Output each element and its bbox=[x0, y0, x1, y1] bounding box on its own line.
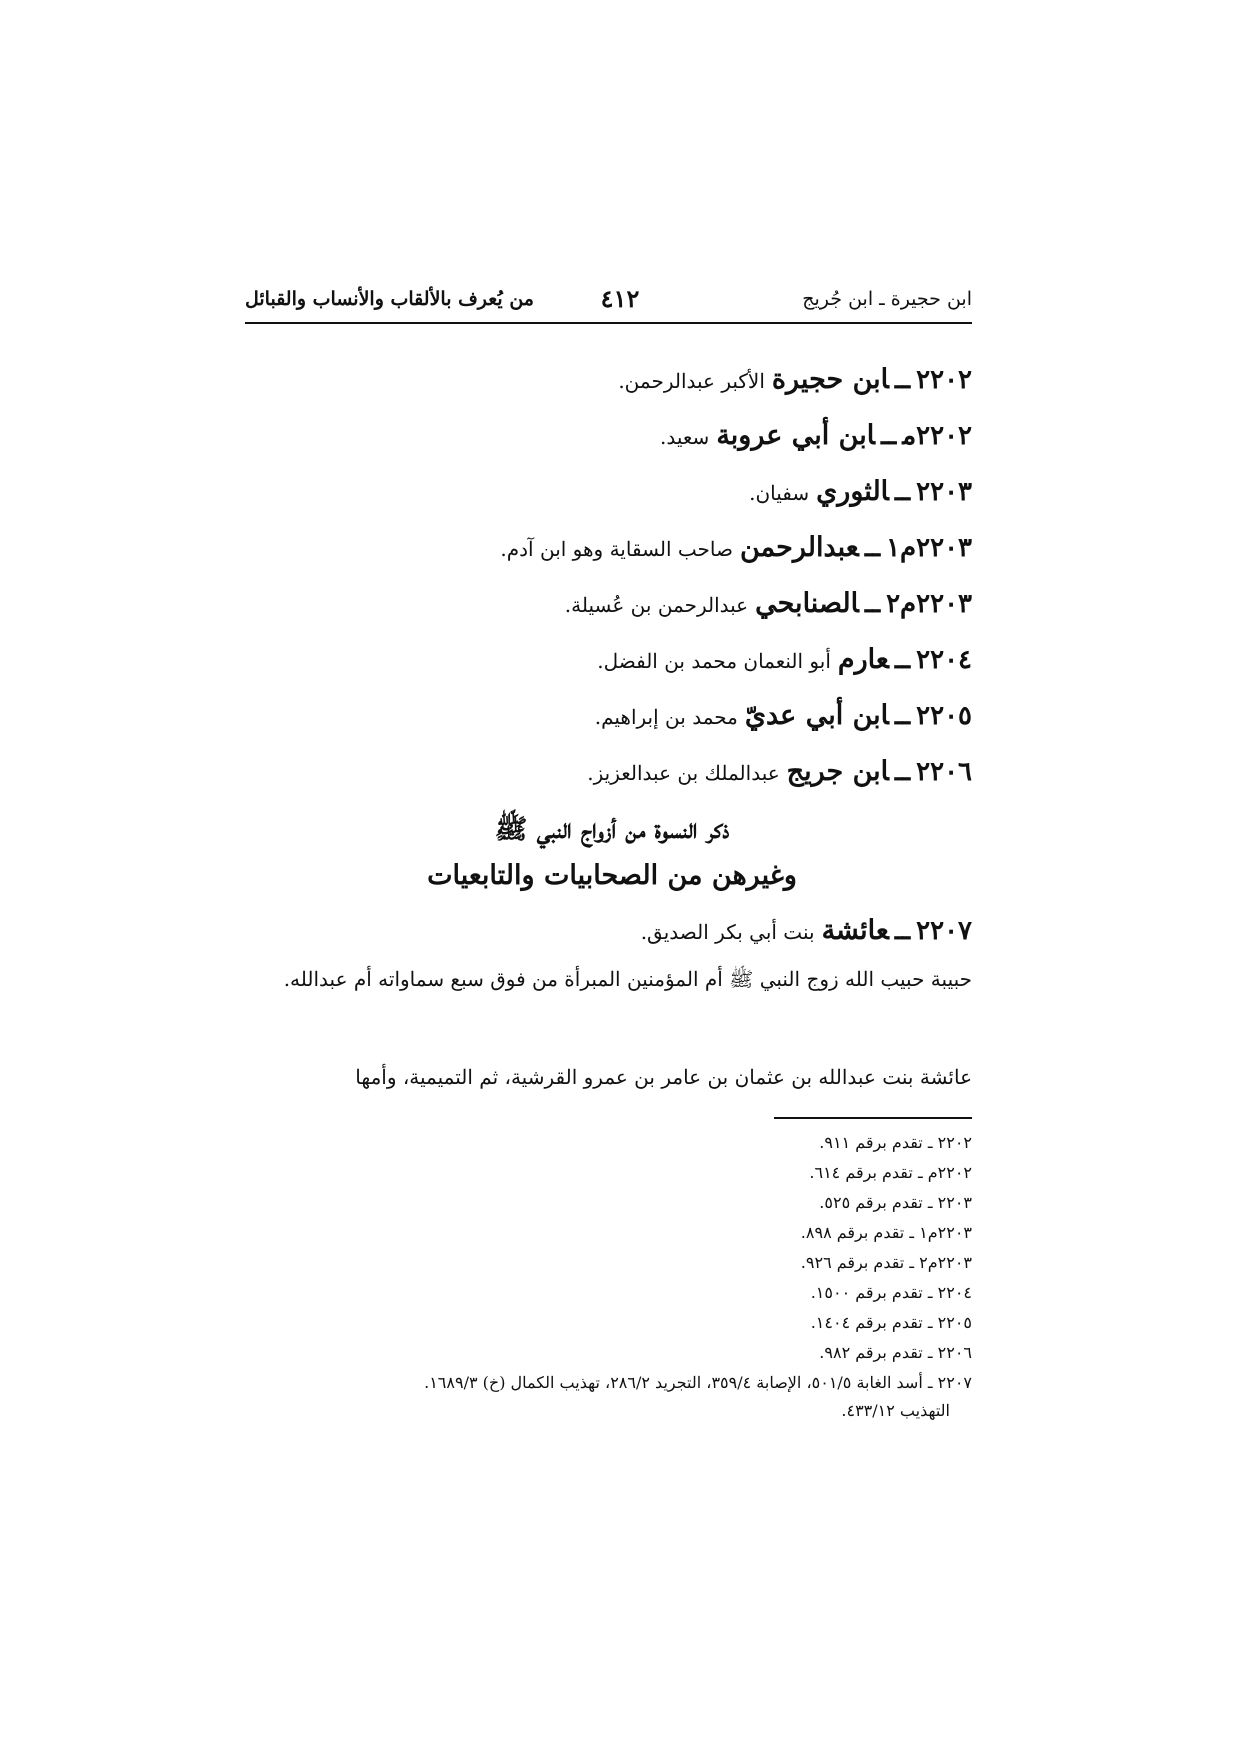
entry-item: ٢٢٠٣ــالثوري سفيان. bbox=[749, 476, 972, 507]
entry-item: ٢٢٠٣م٢ــالصنابحي عبدالرحمن بن عُسيلة. bbox=[564, 588, 972, 619]
entry-number: ٢٢٠٧ bbox=[916, 916, 972, 946]
entry-number: ٢٢٠٥ bbox=[916, 701, 972, 731]
entry-description: أبو النعمان محمد بن الفضل. bbox=[597, 649, 831, 673]
footnotes bbox=[212, 1128, 972, 1424]
footnote: ٢٢٠٤ ـ تقدم برقم ١٥٠٠. bbox=[810, 1283, 972, 1302]
entry-name: الصنابحي bbox=[755, 588, 859, 619]
footnote: ٢٢٠٣م٢ ـ تقدم برقم ٩٢٦. bbox=[800, 1253, 972, 1272]
entry-name: ابن حجيرة bbox=[771, 364, 889, 395]
entry-number: ٢٢٠٣ bbox=[916, 477, 972, 507]
entry-description: سعيد. bbox=[660, 425, 710, 449]
entry-description: صاحب السقاية وهو ابن آدم. bbox=[500, 537, 733, 561]
entry-number: ٢٢٠٣م١ bbox=[886, 533, 972, 563]
header-left-title: من يُعرف بالألقاب والأنساب والقبائل bbox=[245, 288, 534, 310]
entry-name: ابن جريج bbox=[786, 756, 889, 787]
entry-number: ٢٢٠٢م bbox=[902, 421, 972, 451]
entry-name: ابن أبي عروبة bbox=[716, 420, 875, 451]
entry-description: سفيان. bbox=[749, 481, 810, 505]
entry-name: ابن أبي عديّ bbox=[744, 700, 889, 731]
entry-item: ٢٢٠٢ــابن حجيرة الأكبر عبدالرحمن. bbox=[618, 364, 972, 395]
footnote: ٢٢٠٧ ـ أسد الغابة ٥٠١/٥، الإصابة ٣٥٩/٤، التجريد ٢٨٦/٢، تهذيب الكمال (خ) ١٦٨٩/٣. bbox=[424, 1373, 972, 1392]
entry-description: بنت أبي بكر الصديق. bbox=[640, 920, 815, 944]
entry-item: ٢٢٠٤ــعارم أبو النعمان محمد بن الفضل. bbox=[597, 644, 972, 675]
footnote: ٢٢٠٢م ـ تقدم برقم ٦١٤. bbox=[809, 1163, 972, 1182]
entry-list bbox=[252, 352, 972, 800]
entry-item: ٢٢٠٧ــعائشة بنت أبي بكر الصديق. bbox=[640, 915, 972, 946]
section-heading-line2: وغيرهن من الصحابيات والتابعيات bbox=[427, 860, 797, 891]
entry-description: عبدالرحمن بن عُسيلة. bbox=[564, 593, 749, 617]
entry-name: عارم bbox=[837, 644, 889, 675]
page-number: ٤١٢ bbox=[600, 284, 640, 313]
header-right-title: ابن حجيرة ـ ابن جُريج bbox=[802, 288, 972, 310]
footnote: ٢٢٠٦ ـ تقدم برقم ٩٨٢. bbox=[819, 1343, 972, 1362]
footnote: ٢٢٠٣م١ ـ تقدم برقم ٨٩٨. bbox=[800, 1223, 972, 1242]
entry-name: عائشة bbox=[821, 915, 889, 946]
entry-name: عبدالرحمن bbox=[740, 532, 859, 563]
body-paragraph: حبيبة حبيب الله زوج النبي ﷺ أم المؤمنين المبرأة من فوق سبع سماواته أم عبدالله. bbox=[283, 967, 972, 991]
footnote-continuation: التهذيب ٤٣٣/١٢. bbox=[841, 1401, 950, 1420]
running-header bbox=[245, 280, 972, 324]
footnote: ٢٢٠٥ ـ تقدم برقم ١٤٠٤. bbox=[810, 1313, 972, 1332]
entry-number: ٢٢٠٦ bbox=[916, 757, 972, 787]
footnote: ٢٢٠٣ ـ تقدم برقم ٥٢٥. bbox=[819, 1193, 972, 1212]
entry-number: ٢٢٠٢ bbox=[916, 365, 972, 395]
entry-description: الأكبر عبدالرحمن. bbox=[618, 369, 765, 393]
entry-description: محمد بن إبراهيم. bbox=[594, 705, 738, 729]
entry-item: ٢٢٠٥ــابن أبي عديّ محمد بن إبراهيم. bbox=[594, 700, 972, 731]
section-heading-line1: ذكر النسوة من أزواج النبي ﷺ bbox=[494, 814, 730, 845]
entry-number: ٢٢٠٣م٢ bbox=[886, 589, 972, 619]
entry-item: ٢٢٠٦ــابن جريج عبدالملك بن عبدالعزيز. bbox=[587, 756, 972, 787]
entry-item: ٢٢٠٢مــابن أبي عروبة سعيد. bbox=[660, 420, 972, 451]
footnote-divider bbox=[774, 1117, 972, 1119]
body-paragraph: عائشة بنت عبدالله بن عثمان بن عامر بن عمرو القرشية، ثم التميمية، وأمها bbox=[355, 1065, 972, 1089]
entry-name: الثوري bbox=[816, 476, 889, 507]
entry-description: عبدالملك بن عبدالعزيز. bbox=[587, 761, 780, 785]
footnote: ٢٢٠٢ ـ تقدم برقم ٩١١. bbox=[819, 1133, 972, 1152]
entry-number: ٢٢٠٤ bbox=[916, 645, 972, 675]
entry-item: ٢٢٠٣م١ــعبدالرحمن صاحب السقاية وهو ابن آدم. bbox=[500, 532, 972, 563]
